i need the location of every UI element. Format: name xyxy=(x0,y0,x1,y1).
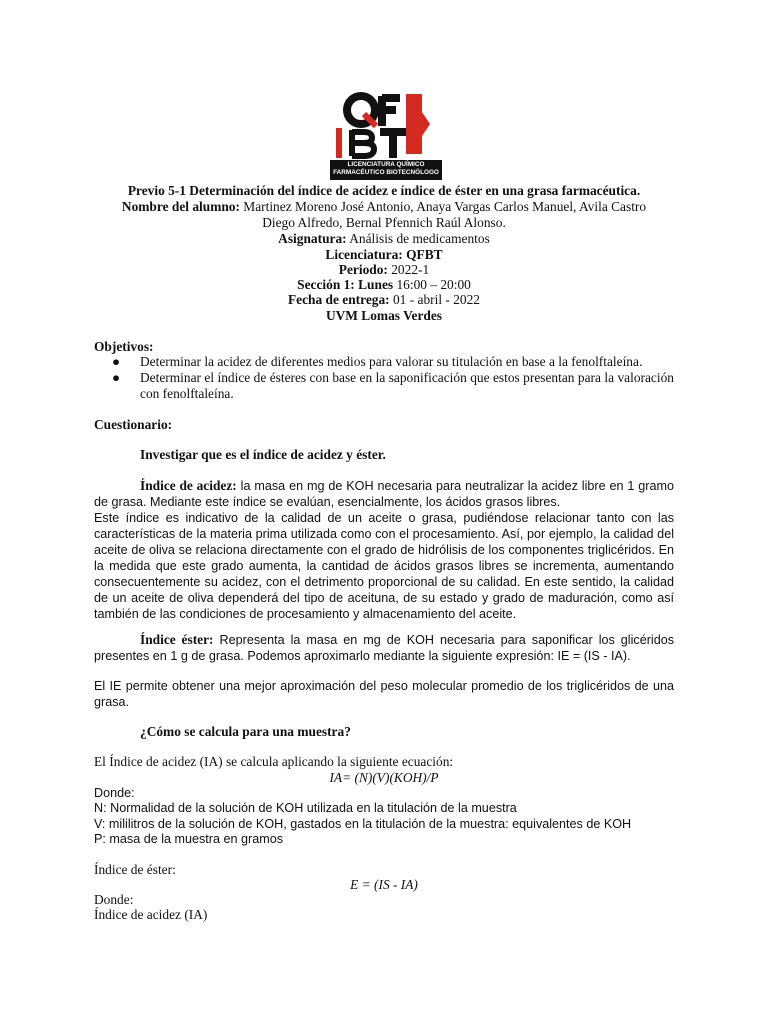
student-label: Nombre del alumno: xyxy=(121,199,240,214)
student-names-line1 xyxy=(94,199,674,215)
variable-p: P: masa de la muestra en gramos xyxy=(94,832,283,846)
student-names-2: Diego Alfredo, Bernal Pfennich Raúl Alonso. xyxy=(262,215,506,230)
bullet-icon: ● xyxy=(112,370,121,385)
document-title: Previo 5-1 Determinación del índice de acidez e índice de éster en una grasa farmacéutica. xyxy=(127,183,641,198)
e-formula: E = (IS - IA) xyxy=(350,877,418,892)
ia-intro: El Índice de acidez (IA) se calcula aplicando la siguiente ecuación: xyxy=(94,754,454,769)
objectives-list xyxy=(94,354,674,402)
subject-line xyxy=(94,231,674,247)
logo-band-line1: LICENCIATURA QUÍMICO xyxy=(347,161,425,168)
acid-index-label: Índice de acidez: xyxy=(140,478,237,493)
due-label: Fecha de entrega: xyxy=(287,292,390,307)
variable-v: V: mililitros de la solución de KOH, gastados en la titulación de la muestra: equivalentes de KOH xyxy=(94,817,632,831)
student-names-1: Martinez Moreno José Antonio, Anaya Vargas Carlos Manuel, Avila Castro xyxy=(239,199,647,214)
period-value: 2022-1 xyxy=(387,262,430,277)
campus-line: UVM Lomas Verdes xyxy=(325,308,443,323)
due-date-line xyxy=(94,292,674,308)
questionnaire-heading: Cuestionario: xyxy=(94,417,173,432)
donde-label-2: Donde: xyxy=(94,892,134,907)
objective-item xyxy=(94,370,674,402)
period-label: Periodo: xyxy=(338,262,388,277)
degree-line: Licenciatura: QFBT xyxy=(325,247,443,262)
ia-formula: IA= (N)(V)(KOH)/P xyxy=(329,770,439,785)
question-2: ¿Cómo se calcula para una muestra? xyxy=(140,724,351,739)
due-value: 01 - abril - 2022 xyxy=(389,292,480,307)
logo-band-line2: FARMACÉUTICO BIOTECNÓLOGO xyxy=(333,169,439,176)
acid-index-paragraph: Este índice es indicativo de la calidad de un aceite o grasa, pudiéndose relacionar tanto con las características de la materia prima utilizada como con el procesamiento. Así, por ejemplo, la calidad del aceite de oliva se relaciona directamente con el grado de hidrólisis de los componentes triglicéridos. En la medida que este grado aumenta, la cantidad de ácidos grasos libres se incrementa, aumentando consecuentemente su acidez, con el detrimento proporcional de su calidad. En este sentido, la calidad de un aceite de oliva dependerá del tipo de aceituna, de su estado y grado de maduración, como así también de las condiciones de procesamiento y almacenamiento del aceite. xyxy=(94,511,674,621)
qfbt-logo xyxy=(330,90,442,182)
acid-index-def: la masa en mg de KOH necesaria para neutralizar la acidez libre en 1 gramo de grasa. Mediante este índice se evalúan, esencialmente, los ácidos grasos libres. xyxy=(94,479,674,509)
objective-text-2: Determinar el índice de ésteres con base en la saponificación que estos presentan para la valoración con fenolftaleína. xyxy=(140,370,674,401)
period-line xyxy=(94,262,674,278)
ester-index-label: Índice éster: xyxy=(140,632,214,647)
ie-paragraph: El IE permite obtener una mejor aproximación del peso molecular promedio de los triglicéridos de una grasa. xyxy=(94,679,674,709)
subject-label: Asignatura: xyxy=(278,231,347,246)
donde-label-1: Donde: xyxy=(94,786,135,800)
question-1: Investigar que es el índice de acidez y éster. xyxy=(140,447,386,462)
ia-definition: Índice de acidez (IA) xyxy=(94,907,208,922)
section-label: Sección 1: Lunes xyxy=(297,277,394,292)
ester-intro: Índice de éster: xyxy=(94,862,176,877)
ester-index-def: Representa la masa en mg de KOH necesaria para saponificar los glicéridos presentes en 1 g de grasa. Podemos aproximarlo mediante la siguiente expresión: IE = (IS - IA). xyxy=(94,633,674,663)
objective-text-1: Determinar la acidez de diferentes medios para valorar su titulación en base a la fenolftaleína. xyxy=(140,354,643,369)
ester-index-definition xyxy=(94,632,674,664)
bullet-icon: ● xyxy=(112,354,121,369)
acid-index-definition xyxy=(94,478,674,510)
section-value: 16:00 – 20:00 xyxy=(393,277,471,292)
objective-item xyxy=(94,354,674,370)
section-line xyxy=(94,277,674,293)
subject-value: Análisis de medicamentos xyxy=(346,231,490,246)
variable-n: N: Normalidad de la solución de KOH utilizada en la titulación de la muestra xyxy=(94,801,517,815)
objectives-heading: Objetivos: xyxy=(94,339,154,354)
